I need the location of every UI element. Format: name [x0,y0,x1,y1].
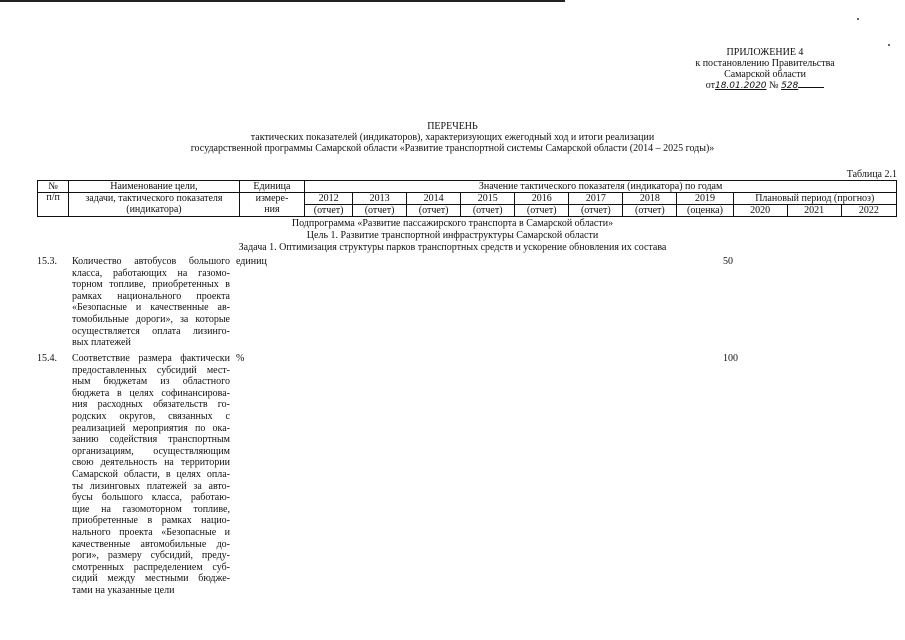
description-line: предоставленных субсидий мест- [72,364,230,376]
description-line: томобильные дороги», за которые [72,313,230,325]
number-sign: № [769,80,779,91]
description-line: Самарской области, в целях опла- [72,468,230,480]
description-line: Соответствие размера фактически [72,353,230,364]
description-line: реализацией мероприятия по ока- [72,422,230,434]
note-2012: (отчет) [305,205,353,217]
row-number: 15.3. [37,256,57,267]
header-name-end: (индикатора) [69,205,240,217]
description-line: занию содействия транспортным [72,434,230,446]
document-title [0,121,905,154]
plan-year-2020: 2020 [733,205,787,217]
row-description [72,353,230,596]
description-line: «Безопасные и качественные ав- [72,302,230,314]
description-line: осуществляется оплата лизинго- [72,325,230,337]
appendix-resolution: к постановлению Правительства [695,58,835,69]
note-2019: (оценка) [677,205,733,217]
appendix-title: ПРИЛОЖЕНИЕ 4 [726,47,804,58]
description-line: ния расходных обязательств го- [72,399,230,411]
plan-period-title: Плановый период (прогноз) [733,193,896,205]
note-2017: (отчет) [569,205,623,217]
description-line: бусы большого класса, работаю- [72,492,230,504]
description-line: смотренных распределением суб- [72,561,230,573]
description-line: класса, работающих на газомо- [72,267,230,279]
description-line: нального проекта «Безопасные и [72,526,230,538]
signature-underline [798,87,824,88]
handwritten-number: 528 [781,81,799,91]
description-line: щие на газомоторном топливе, [72,503,230,515]
note-2018: (отчет) [623,205,677,217]
note-2014: (отчет) [407,205,461,217]
row-unit: единиц [236,256,267,267]
scan-speck [857,18,859,20]
row-value-2020: 50 [723,256,733,267]
year-2013: 2013 [353,193,407,205]
row-description [72,256,230,349]
description-line: Количество автобусов большого [72,256,230,267]
description-line: сидий между местными бюдже- [72,573,230,585]
appendix-date-line [665,80,865,92]
note-2016: (отчет) [515,205,569,217]
task-heading: Задача 1. Оптимизация структуры парков транспортных средств и ускорение обновления их состава [238,242,667,253]
header-name: Наименование цели, [69,181,240,193]
top-border-line [0,0,565,2]
appendix-region: Самарской области [724,69,806,80]
table-number: Таблица 2.1 [846,169,897,180]
description-line: приобретенные в рамках нацио- [72,515,230,527]
header-name-cont: задачи, тактического показателя [69,193,240,205]
year-2019: 2019 [677,193,733,205]
description-line: рамках национального проекта [72,290,230,302]
appendix-block [665,47,865,92]
title-subheading: тактических показателей (индикаторов), характеризующих ежегодный ход и итоги реализации [250,132,655,143]
header-unit-end: ния [239,205,305,217]
subprogram-heading: Подпрограмма «Развитие пассажирского транспорта в Самарской области» [291,218,614,229]
year-2012: 2012 [305,193,353,205]
row-number: 15.4. [37,353,57,364]
date-prefix: от [705,80,715,91]
goal-heading: Цель 1. Развитие транспортной инфраструктуры Самарской области [306,230,599,241]
note-2013: (отчет) [353,205,407,217]
header-values-title: Значение тактического показателя (индикатора) по годам [305,181,897,193]
description-line: вых платежей [72,337,131,349]
title-program: государственной программы Самарской области «Развитие транспортной системы Самарской области (2014 – 2025 годы)» [190,143,715,154]
row-unit: % [236,353,245,364]
description-line: ты лизинговых платежей за авто- [72,480,230,492]
description-line: бюджета в целях софинансирова- [72,387,230,399]
year-2015: 2015 [461,193,515,205]
plan-year-2021: 2021 [787,205,841,217]
description-line: роги», размеру субсидий, преду- [72,550,230,562]
title-heading: ПЕРЕЧЕНЬ [427,121,478,132]
note-2015: (отчет) [461,205,515,217]
row-value-2020: 100 [723,353,738,364]
header-num: № [38,181,69,193]
year-2018: 2018 [623,193,677,205]
description-line: тами на указанные цели [72,584,175,596]
header-unit: Единица [239,181,305,193]
indicators-table-header [37,180,897,217]
scan-speck [888,44,890,46]
description-line: свою деятельность на территории [72,457,230,469]
description-line: торном топливе, приобретенных в [72,279,230,291]
year-2014: 2014 [407,193,461,205]
header-num-cont: п/п [38,193,69,217]
description-line: ным бюджетам из областного [72,376,230,388]
year-2016: 2016 [515,193,569,205]
plan-year-2022: 2022 [841,205,896,217]
description-line: родских округов, связанных с [72,410,230,422]
year-2017: 2017 [569,193,623,205]
description-line: организациям, осуществляющим [72,445,230,457]
header-unit-cont: измере- [239,193,305,205]
handwritten-date: 18.01.2020 [714,81,767,91]
description-line: качественные автомобильные до- [72,538,230,550]
